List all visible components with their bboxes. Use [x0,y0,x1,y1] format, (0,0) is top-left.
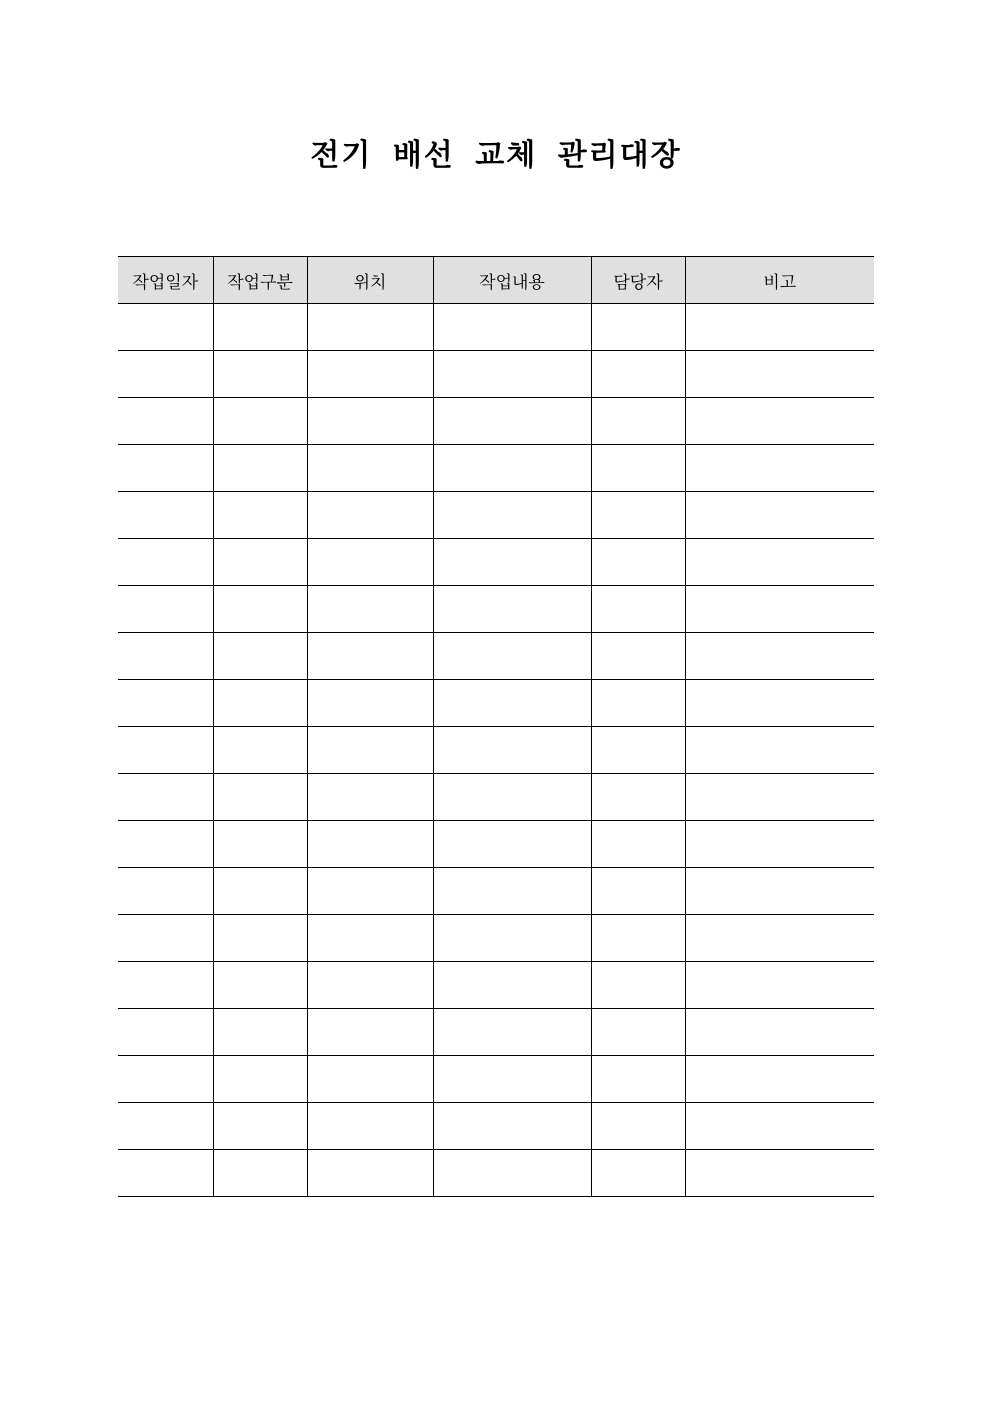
cell-location[interactable] [307,586,433,633]
cell-work-type[interactable] [213,445,307,492]
cell-person-in-charge[interactable] [591,1009,685,1056]
cell-person-in-charge[interactable] [591,492,685,539]
cell-work-type[interactable] [213,492,307,539]
cell-remarks[interactable] [685,821,874,868]
table-row [118,351,874,398]
cell-remarks[interactable] [685,1009,874,1056]
cell-work-details[interactable] [433,351,591,398]
cell-work-details[interactable] [433,445,591,492]
cell-location[interactable] [307,304,433,351]
cell-work-date[interactable] [118,445,213,492]
cell-location[interactable] [307,492,433,539]
cell-work-type[interactable] [213,821,307,868]
cell-person-in-charge[interactable] [591,633,685,680]
cell-work-details[interactable] [433,1009,591,1056]
cell-work-details[interactable] [433,633,591,680]
cell-location[interactable] [307,915,433,962]
cell-location[interactable] [307,774,433,821]
cell-person-in-charge[interactable] [591,398,685,445]
table-row [118,868,874,915]
cell-work-type[interactable] [213,586,307,633]
cell-remarks[interactable] [685,445,874,492]
cell-work-type[interactable] [213,868,307,915]
header-person-in-charge: 담당자 [591,257,685,304]
cell-person-in-charge[interactable] [591,539,685,586]
cell-location[interactable] [307,351,433,398]
cell-work-date[interactable] [118,586,213,633]
table-row [118,1150,874,1197]
cell-remarks[interactable] [685,1150,874,1197]
cell-work-date[interactable] [118,1056,213,1103]
cell-person-in-charge[interactable] [591,774,685,821]
header-work-type: 작업구분 [213,257,307,304]
cell-work-date[interactable] [118,1009,213,1056]
cell-remarks[interactable] [685,1056,874,1103]
cell-work-details[interactable] [433,398,591,445]
header-location: 위치 [307,257,433,304]
cell-person-in-charge[interactable] [591,351,685,398]
cell-location[interactable] [307,1150,433,1197]
cell-location[interactable] [307,1056,433,1103]
header-work-details: 작업내용 [433,257,591,304]
cell-work-date[interactable] [118,915,213,962]
cell-work-date[interactable] [118,492,213,539]
document-title: 전기 배선 교체 관리대장 [310,138,682,173]
cell-remarks[interactable] [685,304,874,351]
cell-remarks[interactable] [685,680,874,727]
table-row [118,539,874,586]
cell-work-date[interactable] [118,351,213,398]
cell-remarks[interactable] [685,398,874,445]
cell-work-type[interactable] [213,1150,307,1197]
table-row [118,304,874,351]
cell-remarks[interactable] [685,774,874,821]
cell-work-date[interactable] [118,304,213,351]
table-row [118,1009,874,1056]
cell-location[interactable] [307,680,433,727]
cell-person-in-charge[interactable] [591,445,685,492]
table-row [118,774,874,821]
cell-location[interactable] [307,633,433,680]
cell-remarks[interactable] [685,539,874,586]
cell-person-in-charge[interactable] [591,304,685,351]
cell-work-details[interactable] [433,304,591,351]
header-remarks: 비고 [685,257,874,304]
cell-work-details[interactable] [433,962,591,1009]
cell-person-in-charge[interactable] [591,1103,685,1150]
cell-work-type[interactable] [213,304,307,351]
cell-person-in-charge[interactable] [591,727,685,774]
cell-person-in-charge[interactable] [591,1150,685,1197]
cell-remarks[interactable] [685,633,874,680]
cell-work-details[interactable] [433,1103,591,1150]
cell-location[interactable] [307,539,433,586]
cell-work-type[interactable] [213,962,307,1009]
cell-location[interactable] [307,868,433,915]
cell-work-type[interactable] [213,1009,307,1056]
table-body [118,304,874,1197]
cell-location[interactable] [307,821,433,868]
table-row [118,680,874,727]
cell-work-date[interactable] [118,1103,213,1150]
cell-work-details[interactable] [433,586,591,633]
cell-work-type[interactable] [213,633,307,680]
table-row [118,962,874,1009]
cell-work-date[interactable] [118,962,213,1009]
cell-work-date[interactable] [118,774,213,821]
cell-work-date[interactable] [118,633,213,680]
cell-work-details[interactable] [433,1056,591,1103]
cell-work-date[interactable] [118,1150,213,1197]
cell-work-type[interactable] [213,1103,307,1150]
header-work-date: 작업일자 [118,257,213,304]
cell-work-type[interactable] [213,774,307,821]
cell-location[interactable] [307,962,433,1009]
cell-work-date[interactable] [118,398,213,445]
cell-person-in-charge[interactable] [591,680,685,727]
cell-work-date[interactable] [118,727,213,774]
table-row [118,398,874,445]
cell-person-in-charge[interactable] [591,586,685,633]
cell-work-type[interactable] [213,680,307,727]
table-row [118,633,874,680]
cell-remarks[interactable] [685,351,874,398]
cell-work-date[interactable] [118,680,213,727]
cell-work-details[interactable] [433,492,591,539]
cell-work-type[interactable] [213,915,307,962]
wiring-replacement-ledger-table [118,256,874,1197]
table-row [118,1103,874,1150]
table-row [118,821,874,868]
cell-work-details[interactable] [433,868,591,915]
cell-work-type[interactable] [213,539,307,586]
cell-work-type[interactable] [213,1056,307,1103]
cell-work-details[interactable] [433,727,591,774]
cell-remarks[interactable] [685,915,874,962]
cell-person-in-charge[interactable] [591,1056,685,1103]
cell-remarks[interactable] [685,727,874,774]
cell-remarks[interactable] [685,492,874,539]
table-row [118,727,874,774]
cell-remarks[interactable] [685,1103,874,1150]
cell-location[interactable] [307,1103,433,1150]
cell-location[interactable] [307,398,433,445]
cell-work-date[interactable] [118,539,213,586]
cell-location[interactable] [307,1009,433,1056]
cell-person-in-charge[interactable] [591,868,685,915]
cell-work-type[interactable] [213,398,307,445]
cell-remarks[interactable] [685,586,874,633]
cell-work-type[interactable] [213,351,307,398]
cell-person-in-charge[interactable] [591,962,685,1009]
cell-work-details[interactable] [433,680,591,727]
cell-work-details[interactable] [433,821,591,868]
cell-work-details[interactable] [433,774,591,821]
table-row [118,492,874,539]
cell-remarks[interactable] [685,962,874,1009]
cell-work-date[interactable] [118,868,213,915]
table-row [118,445,874,492]
cell-location[interactable] [307,727,433,774]
cell-work-type[interactable] [213,727,307,774]
cell-work-details[interactable] [433,1150,591,1197]
cell-work-details[interactable] [433,539,591,586]
cell-work-date[interactable] [118,821,213,868]
cell-remarks[interactable] [685,868,874,915]
cell-work-details[interactable] [433,915,591,962]
cell-person-in-charge[interactable] [591,915,685,962]
table-row [118,1056,874,1103]
table-header-row [118,257,874,304]
cell-location[interactable] [307,445,433,492]
table-row [118,915,874,962]
cell-person-in-charge[interactable] [591,821,685,868]
table-row [118,586,874,633]
